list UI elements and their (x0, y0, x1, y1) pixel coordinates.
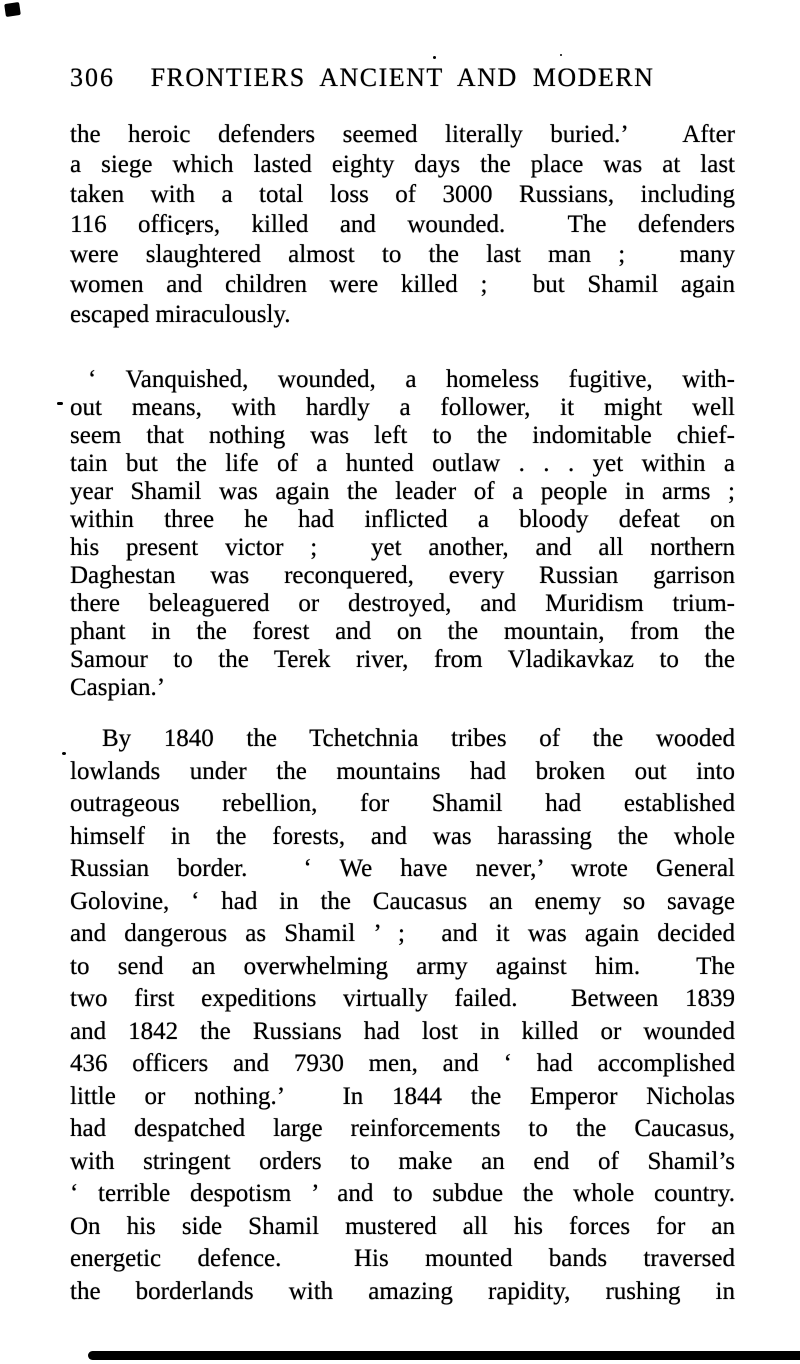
running-head (70, 62, 735, 94)
page-number: 306 (70, 63, 115, 92)
text-line: two first expeditions virtually failed. Between 1839 (70, 985, 735, 1012)
text-line: had despatched large reinforcements to the Caucasus, (70, 1115, 735, 1142)
text-line: with stringent orders to make an end of Shamil’s (70, 1147, 735, 1175)
text-line: 436 officers and 7930 men, and ‘ had accomplished (70, 1050, 735, 1077)
text-line: Daghestan was reconquered, every Russian garrison (70, 562, 735, 589)
text-line: lowlands under the mountains had broken out into (70, 757, 735, 785)
text-line: ‘ Vanquished, wounded, a homeless fugitive, with- (88, 366, 735, 393)
text-line: Russian border. ‘ We have never,’ wrote General (70, 855, 735, 882)
text-line: there beleaguered or destroyed, and Muridism trium- (70, 590, 735, 617)
paragraph (70, 366, 735, 702)
text-line: On his side Shamil mustered all his forces for an (70, 1212, 735, 1240)
text-line: a siege which lasted eighty days the place was at last (70, 151, 735, 178)
text-line: By 1840 the Tchetchnia tribes of the wooded (102, 725, 735, 752)
scan-speck (62, 752, 66, 755)
text-line: his present victor ; yet another, and all northern (70, 534, 735, 561)
text-line: the borderlands with amazing rapidity, rushing in (70, 1277, 735, 1305)
text-line: escaped miraculously. (70, 301, 291, 328)
text-line: to send an overwhelming army against him. The (70, 952, 735, 980)
text-line: ‘ terrible despotism ’ and to subdue the whole country. (70, 1180, 735, 1207)
text-line: 116 officers, killed and wounded. The defenders (70, 211, 735, 238)
scan-artifact-bottom-bar (88, 1351, 800, 1360)
text-line: himself in the forests, and was harassing the whole (70, 822, 735, 850)
text-block (70, 62, 735, 1308)
text-line: women and children were killed ; but Shamil again (70, 271, 735, 298)
text-line: taken with a total loss of 3000 Russians, including (70, 181, 735, 208)
text-line: outrageous rebellion, for Shamil had established (70, 790, 735, 817)
text-line: and dangerous as Shamil ’ ; and it was again decided (70, 920, 735, 947)
paragraph (70, 723, 735, 1308)
text-line: Samour to the Terek river, from Vladikavkaz to the (70, 646, 735, 673)
page-text (70, 120, 735, 1308)
text-line: within three he had inflicted a bloody defeat on (70, 506, 735, 533)
scan-speck (57, 402, 63, 405)
running-title: FRONTIERS ANCIENT AND MODERN (150, 63, 655, 92)
text-line: little or nothing.’ In 1844 the Emperor Nicholas (70, 1082, 735, 1110)
scan-speck (560, 54, 562, 56)
text-line: the heroic defenders seemed literally buried.’ After (70, 121, 735, 148)
text-line: seem that nothing was left to the indomitable chief- (70, 422, 735, 449)
text-line: out means, with hardly a follower, it might well (70, 394, 735, 421)
text-line: Golovine, ‘ had in the Caucasus an enemy so savage (70, 887, 735, 915)
paragraph (70, 120, 735, 330)
text-line: phant in the forest and on the mountain, from the (70, 618, 735, 645)
text-line: and 1842 the Russians had lost in killed or wounded (70, 1017, 735, 1045)
text-line: year Shamil was again the leader of a people in arms ; (70, 478, 735, 505)
text-line: Caspian.’ (70, 674, 166, 701)
text-line: energetic defence. His mounted bands traversed (70, 1245, 735, 1272)
text-line: tain but the life of a hunted outlaw . . . yet within a (70, 450, 735, 477)
scan-speck (433, 56, 436, 59)
scan-artifact-corner (4, 2, 21, 17)
text-line: were slaughtered almost to the last man ; many (70, 241, 735, 268)
